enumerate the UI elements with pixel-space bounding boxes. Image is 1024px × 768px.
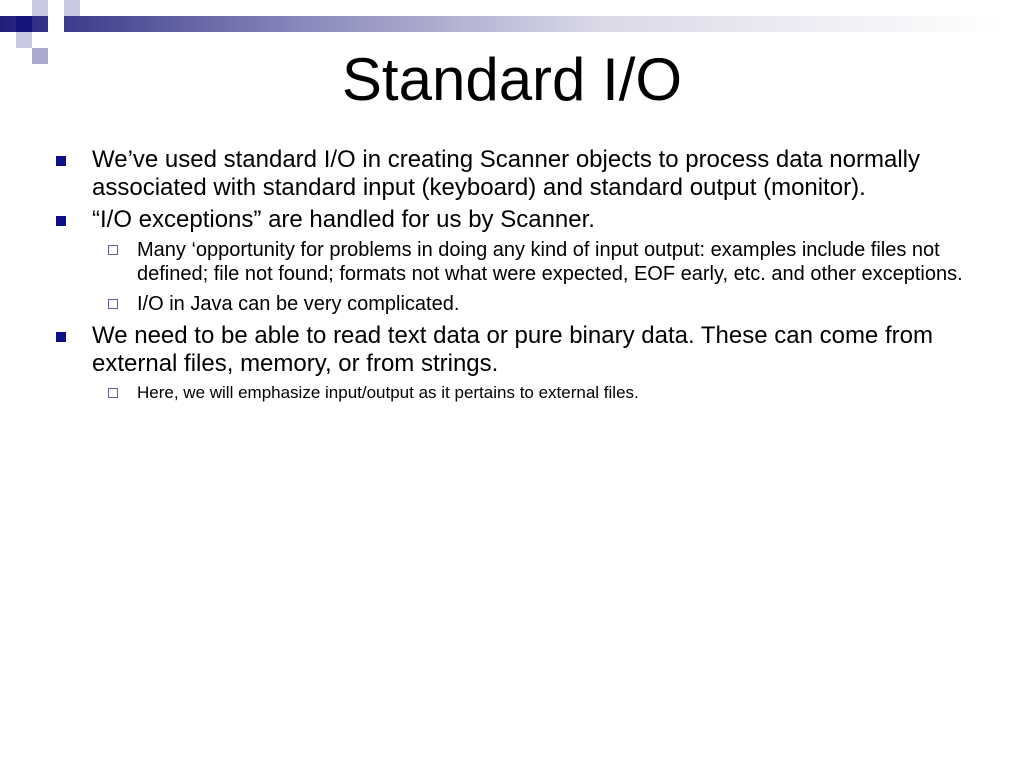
sub-bullet-text: Here, we will emphasize input/output as it pertains to external files. bbox=[137, 383, 639, 402]
square-bullet-icon bbox=[56, 156, 66, 166]
sub-bullet-list bbox=[56, 382, 996, 404]
sub-bullet-item bbox=[92, 382, 996, 404]
square-bullet-icon bbox=[56, 216, 66, 226]
bullet-item bbox=[56, 206, 996, 234]
bullet-text: We’ve used standard I/O in creating Scanner objects to process data normally associated with standard input (keyboard) and standard output (monitor). bbox=[92, 146, 920, 201]
square-bullet-icon bbox=[56, 332, 66, 342]
bullet-text: “I/O exceptions” are handled for us by Scanner. bbox=[92, 206, 595, 233]
sub-bullet-item bbox=[92, 238, 996, 286]
bullet-item bbox=[56, 322, 996, 378]
hollow-square-bullet-icon bbox=[108, 299, 118, 309]
bullet-item bbox=[56, 146, 996, 202]
sub-bullet-text: Many ‘opportunity for problems in doing any kind of input output: examples include files not defined; file not found; formats not what were expected, EOF early, etc. and other exceptions. bbox=[137, 239, 963, 285]
sub-bullet-item bbox=[92, 292, 996, 316]
hollow-square-bullet-icon bbox=[108, 388, 118, 398]
decor-square bbox=[0, 0, 16, 16]
decor-square bbox=[32, 0, 48, 16]
sub-bullet-text: I/O in Java can be very complicated. bbox=[137, 293, 460, 315]
slide-title: Standard I/O bbox=[341, 46, 683, 113]
decor-square bbox=[64, 0, 80, 16]
header-gradient-band bbox=[0, 16, 1024, 32]
hollow-square-bullet-icon bbox=[108, 245, 118, 255]
sub-bullet-list bbox=[56, 238, 996, 316]
decor-square bbox=[16, 16, 32, 32]
slide-body bbox=[56, 146, 996, 410]
decor-square bbox=[48, 16, 64, 32]
bullet-text: We need to be able to read text data or pure binary data. These can come from external files, memory, or from strings. bbox=[92, 322, 933, 377]
